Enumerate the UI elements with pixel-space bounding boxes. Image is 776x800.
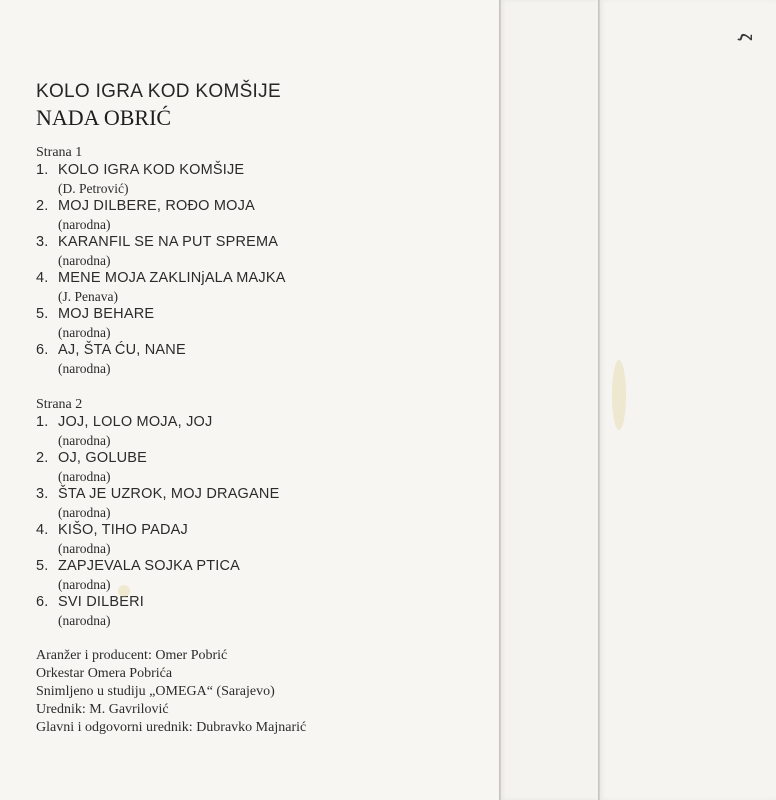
paper-stain — [118, 585, 130, 597]
credit-orchestra: Orkestar Omera Pobrića — [36, 666, 173, 681]
track-item — [36, 161, 496, 197]
cover-spine-panel — [500, 0, 599, 800]
track-item — [36, 305, 496, 341]
track-credit: (D. Petrović) — [58, 181, 129, 196]
track-number: 2. — [36, 198, 49, 214]
production-credits — [36, 647, 496, 737]
track-credit: (narodna) — [58, 217, 111, 232]
track-credit: (narodna) — [58, 361, 111, 376]
track-item — [36, 449, 496, 485]
track-credit: (narodna) — [58, 541, 111, 556]
track-credit: (narodna) — [58, 613, 111, 628]
track-number: 6. — [36, 594, 49, 610]
track-title: ŠTA JE UZROK, MOJ DRAGANE — [58, 486, 280, 502]
track-title: AJ, ŠTA ĆU, NANE — [58, 342, 186, 358]
track-credit: (narodna) — [58, 505, 111, 520]
album-title: KOLO IGRA KOD KOMŠIJE — [36, 81, 281, 102]
track-item — [36, 197, 496, 233]
credit-arranger: Aranžer i producent: Omer Pobrić — [36, 648, 228, 663]
track-title: MOJ DILBERE, ROĐO MOJA — [58, 198, 255, 214]
artist-name: NADA OBRIĆ — [36, 105, 172, 130]
credit-studio: Snimljeno u studiju „OMEGA“ (Sarajevo) — [36, 684, 275, 699]
track-item — [36, 233, 496, 269]
track-title: OJ, GOLUBE — [58, 450, 148, 466]
track-item — [36, 557, 496, 593]
track-title: MOJ BEHARE — [58, 306, 155, 322]
track-item — [36, 413, 496, 449]
track-item — [36, 269, 496, 305]
side-2 — [36, 396, 496, 629]
track-number: 2. — [36, 450, 49, 466]
track-title: ZAPJEVALA SOJKA PTICA — [58, 558, 241, 574]
side-spacer — [36, 377, 496, 396]
track-number: 4. — [36, 270, 49, 286]
flap-mark: ζ — [736, 33, 754, 41]
track-number: 3. — [36, 234, 49, 250]
track-credit: (narodna) — [58, 325, 111, 340]
credit-chief-editor: Glavni i odgovorni urednik: Dubravko Majnarić — [36, 720, 307, 735]
track-item — [36, 485, 496, 521]
track-title: JOJ, LOLO MOJA, JOJ — [58, 414, 213, 430]
track-number: 1. — [36, 162, 49, 178]
track-credit: (narodna) — [58, 577, 111, 592]
track-number: 5. — [36, 306, 49, 322]
track-item — [36, 521, 496, 557]
track-number: 3. — [36, 486, 49, 502]
track-credit: (narodna) — [58, 433, 111, 448]
track-credit: (narodna) — [58, 469, 111, 484]
track-number: 4. — [36, 522, 49, 538]
side-label: Strana 1 — [36, 145, 83, 160]
track-item — [36, 341, 496, 377]
track-number: 5. — [36, 558, 49, 574]
track-item — [36, 593, 496, 629]
track-number: 1. — [36, 414, 49, 430]
fold-line — [499, 0, 501, 800]
track-credit: (J. Penava) — [58, 289, 118, 304]
track-title: KOLO IGRA KOD KOMŠIJE — [58, 162, 245, 178]
credit-editor: Urednik: M. Gavrilović — [36, 702, 169, 717]
track-number: 6. — [36, 342, 49, 358]
track-title: KARANFIL SE NA PUT SPREMA — [58, 234, 279, 250]
side-1 — [36, 144, 496, 377]
tracklist-content — [36, 80, 496, 737]
side-label: Strana 2 — [36, 397, 83, 412]
paper-stain — [612, 360, 626, 430]
track-title: SVI DILBERI — [58, 594, 145, 610]
track-title: MENE MOJA ZAKLINjALA MAJKA — [58, 270, 286, 286]
track-title: KIŠO, TIHO PADAJ — [58, 522, 188, 538]
fold-line — [598, 0, 600, 800]
track-credit: (narodna) — [58, 253, 111, 268]
